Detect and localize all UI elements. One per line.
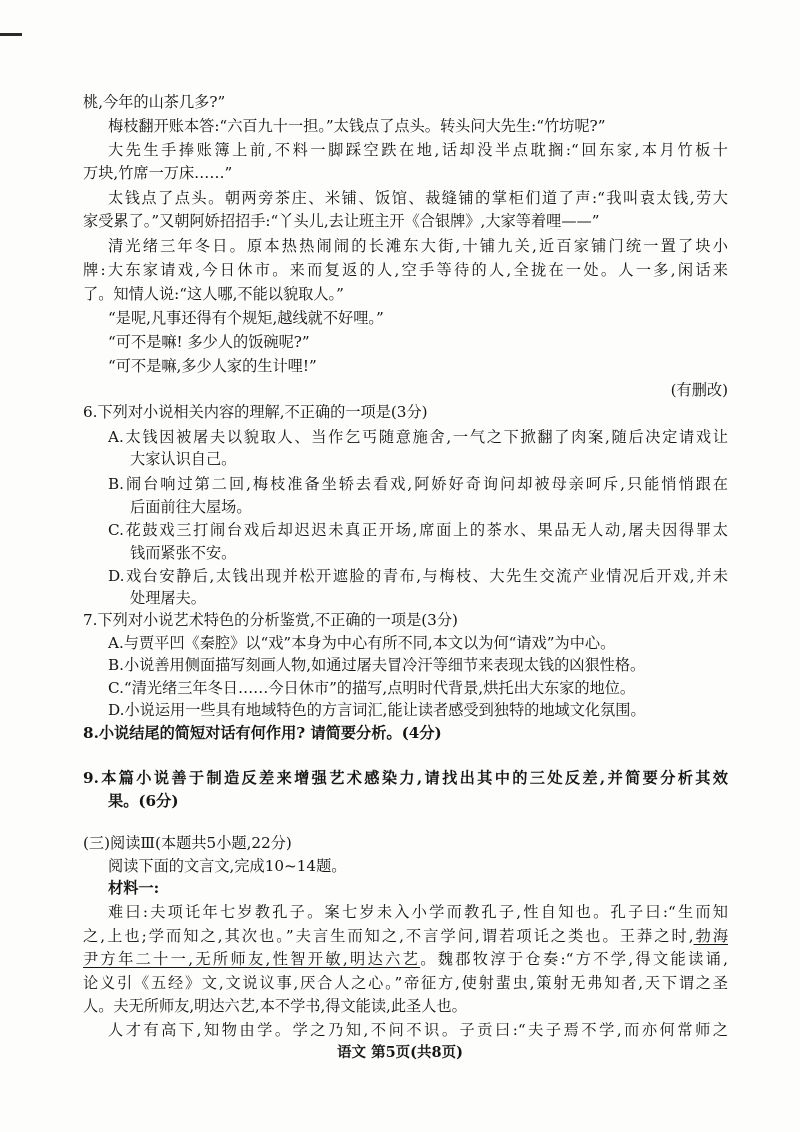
scan-edge-mark bbox=[0, 33, 22, 36]
source-note: (有删改) bbox=[670, 381, 728, 399]
option-c: C.“清光绪三年冬日……今日休市”的描写,点明时代背景,烘托出大东家的地位。 bbox=[108, 679, 636, 697]
story-line: “是呢,凡事还得有个规矩,越线就不好哩。” bbox=[108, 309, 384, 327]
classical-text-line bbox=[108, 1018, 728, 1042]
option-c: C.花鼓戏三打闹台戏后却迟迟未真正开场,席面上的茶水、果品无人动,屠夫因得罪太 bbox=[108, 521, 728, 539]
story-line: 太钱点了点头。朝两旁茶庄、米铺、饭馆、裁缝铺的掌柜们道了声:“我叫袁太钱,劳大 bbox=[108, 189, 728, 207]
text-segment: 难曰:夫项讬年七岁教孔子。案七岁未入小学而教孔子,性自知也。孔子曰:“生而知 bbox=[108, 903, 728, 921]
question-stem: 9.本篇小说善于制造反差来增强艺术感染力,请找出其中的三处反差,并简要分析其效 bbox=[83, 769, 728, 787]
text-segment: 论义引《五经》文,文说议事,厌合人之心。”帝征方,使射蜚虫,策射无弗知者,天下谓之圣 bbox=[83, 974, 728, 992]
story-line: 大先生手捧账簿上前,不料一脚踩空跌在地,话却没半点耽搁:“回东家,本月竹板十 bbox=[108, 141, 728, 159]
question-8: 8.小说结尾的简短对话有何作用? 请简要分析。(4分) bbox=[83, 724, 442, 742]
story-line: 清光绪三年冬日。原本热热闹闹的长滩东大街,十铺九关,近百家铺门统一置了块小 bbox=[108, 237, 728, 255]
option-b: B.闹台响过第二回,梅枝准备坐轿去看戏,阿娇好奇询问却被母亲呵斥,只能悄悄跟在 bbox=[108, 475, 728, 493]
classical-text-line bbox=[83, 924, 728, 948]
option-a: A.太钱因被屠夫以貌取人、当作乞丐随意施舍,一气之下掀翻了肉案,随后决定请戏让 bbox=[108, 428, 728, 446]
option-c-continued: 钱而紧张不安。 bbox=[130, 544, 237, 562]
question-stem-continued: 果。(6分) bbox=[108, 792, 179, 810]
classical-text-line bbox=[108, 900, 728, 924]
question-stem: 7.下列对小说艺术特色的分析鉴赏,不正确的一项是(3分) bbox=[83, 611, 458, 629]
option-a: A.与贾平凹《秦腔》以“戏”本身为中心有所不同,本文以为何“请戏”为中心。 bbox=[108, 634, 616, 652]
story-line: “可不是嘛! 多少人的饭碗呢?” bbox=[108, 333, 310, 351]
story-line: 桃,今年的山茶几多?” bbox=[83, 93, 226, 111]
underlined-segment: 尹方年二十一,无所师友,性智开敏,明达六艺 bbox=[83, 950, 421, 968]
classical-text-line bbox=[83, 971, 728, 995]
underlined-segment: 勃海 bbox=[693, 927, 728, 945]
option-b-continued: 后面前往大屋场。 bbox=[130, 498, 252, 516]
classical-text-line bbox=[83, 994, 728, 1018]
option-d: D.小说运用一些具有地域特色的方言词汇,能让读者感受到独特的地域文化氛围。 bbox=[108, 701, 646, 719]
story-line: 梅枝翻开账本答:“六百九十一担。”太钱点了点头。转头问大先生:“竹坊呢?” bbox=[108, 117, 606, 135]
classical-text-line bbox=[83, 947, 728, 971]
option-d: D.戏台安静后,太钱出现并松开遮脸的青布,与梅枝、大先生交流产业情况后开戏,并未 bbox=[108, 567, 728, 585]
text-segment: 。魏郡牧淳于仓奏:“方不学,得文能读诵, bbox=[420, 950, 728, 968]
story-line: 万块,竹席一万床……” bbox=[83, 164, 233, 182]
page-footer: 语文 第5页(共8页) bbox=[337, 1044, 463, 1061]
option-d-continued: 处理屠夫。 bbox=[130, 589, 206, 607]
story-line: 牌:大东家请戏,今日休市。来而复返的人,空手等待的人,全拢在一处。人一多,闲话来 bbox=[83, 261, 728, 279]
option-a-continued: 大家认识自己。 bbox=[130, 450, 237, 468]
section-heading: (三)阅读Ⅲ(本题共5小题,22分) bbox=[83, 834, 292, 852]
text-segment: 人。夫无所师友,明达六艺,本不学书,得文能读,此圣人也。 bbox=[83, 997, 467, 1015]
section-instruction: 阅读下面的文言文,完成10~14题。 bbox=[108, 857, 347, 875]
story-line: 家受累了。”又朝阿娇招招手:“丫头儿,去让班主开《合银牌》,大家等着哩——” bbox=[83, 212, 600, 230]
question-stem: 6.下列对小说相关内容的理解,不正确的一项是(3分) bbox=[83, 403, 428, 421]
option-b: B.小说善用侧面描写刻画人物,如通过屠夫冒冷汗等细节来表现太钱的凶狠性格。 bbox=[108, 656, 646, 674]
text-segment: 人才有高下,知物由学。学之乃知,不问不识。子贡曰:“夫子焉不学,而亦何常师之 bbox=[108, 1021, 728, 1039]
text-segment: 之,上也;学而知之,其次也。”夫言生而知之,不言学问,谓若项讬之类也。王莽之时, bbox=[83, 927, 694, 945]
story-line: “可不是嘛,多少人家的生计哩!” bbox=[108, 357, 317, 375]
material-label: 材料一: bbox=[108, 879, 160, 897]
story-line: 了。知情人说:“这人哪,不能以貌取人。” bbox=[83, 285, 344, 303]
